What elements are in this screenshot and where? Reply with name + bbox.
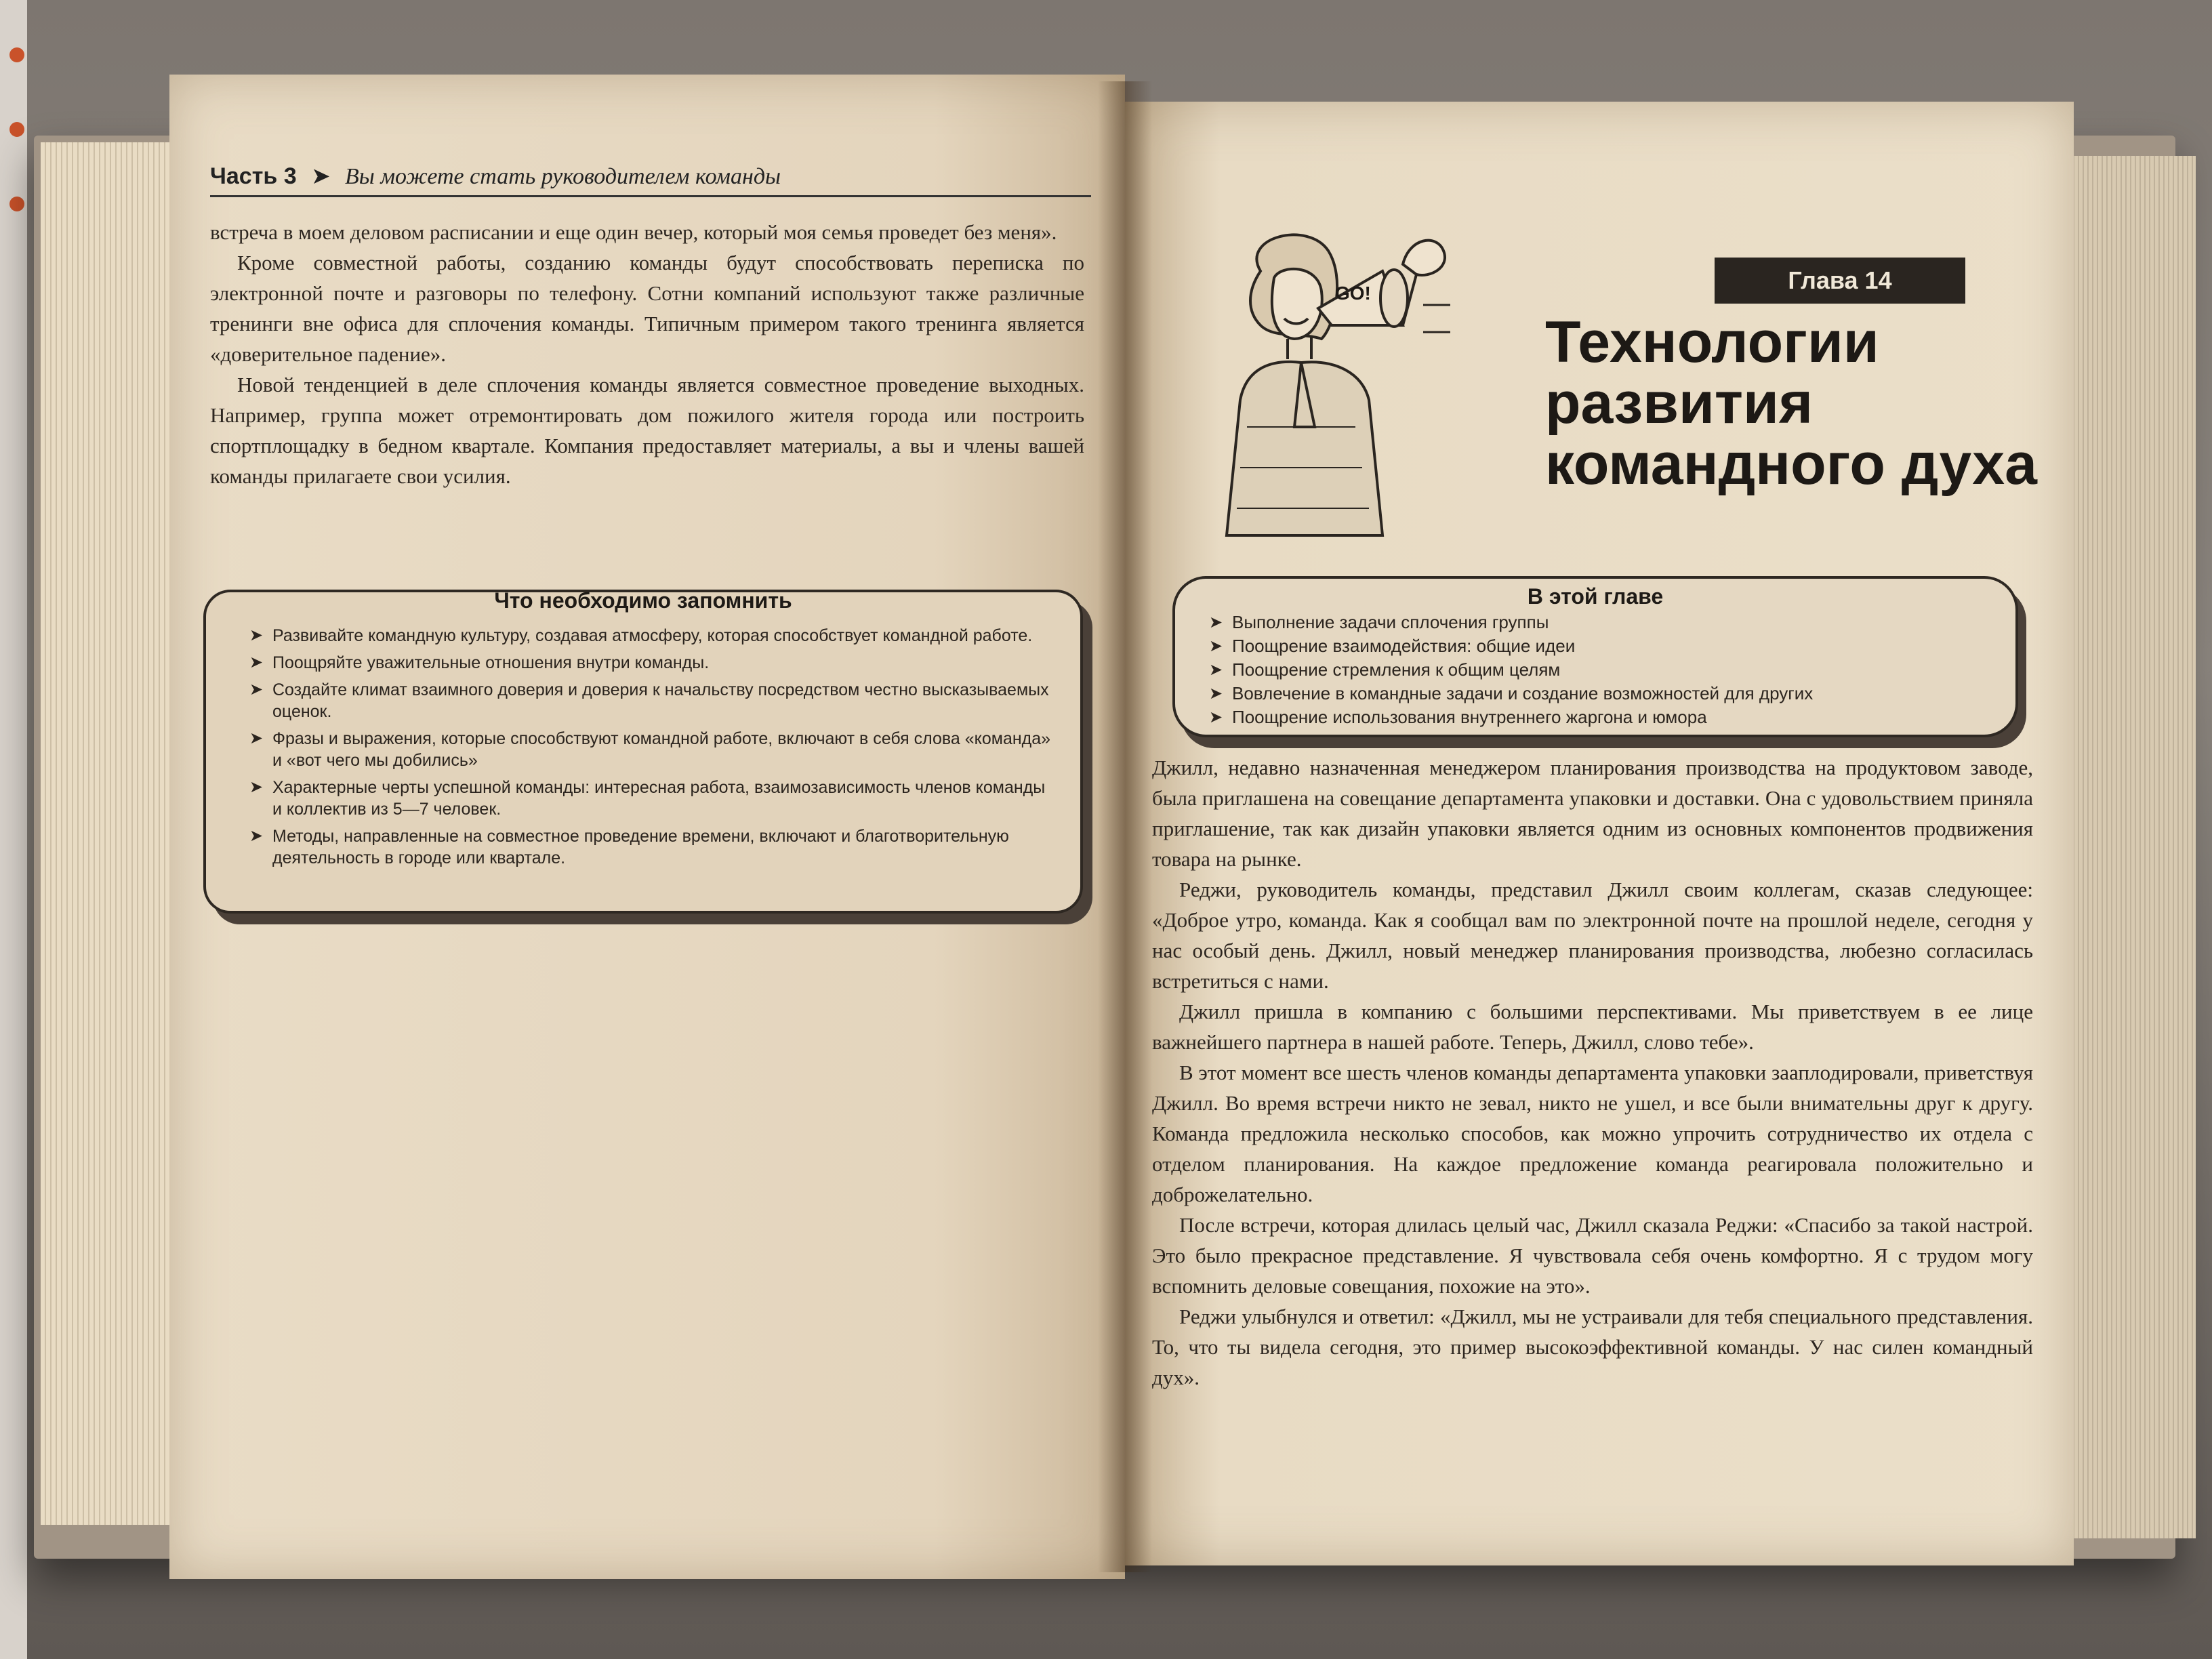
illustration-text: GO! [1335, 283, 1371, 304]
list-item: ➤ Выполнение задачи сплочения группы [1209, 611, 1988, 634]
list-item: ➤ Характерные черты успешной команды: интересная работа, взаимозависимость членов команды и коллектив из 5—7 человек. [253, 777, 1053, 820]
in-this-chapter-title: В этой главе [1527, 584, 1664, 609]
list-item: ➤ Поощрение взаимодействия: общие идеи [1209, 635, 1988, 657]
in-this-chapter-list [1209, 611, 1988, 730]
paragraph: Новой тенденцией в деле сплочения команды является совместное проведение выходных. Например, группа может отремонтировать дом пожилого жителя города или построить спортплощадку в бедном квартале. Компания предоставляет материалы, а вы и члены вашей команды прилагаете свои усилия. [210, 373, 1084, 488]
paragraph: встреча в моем деловом расписании и еще один вечер, который моя семья проведет без меня». [210, 220, 1057, 244]
list-item: ➤ Создайте климат взаимного доверия и доверия к начальству посредством честно высказываемых оценок. [253, 679, 1053, 722]
list-item: ➤ Поощряйте уважительные отношения внутри команды. [253, 652, 1053, 674]
page-stack-right [2060, 156, 2196, 1538]
part-label: Часть 3 [210, 163, 297, 189]
list-item: ➤ Фразы и выражения, которые способствуют командной работе, включают в себя слова «команда» и «вот чего мы добились» [253, 728, 1053, 771]
chapter-number-tab: Глава 14 [1715, 258, 1965, 304]
remember-box [203, 590, 1083, 914]
list-item: ➤ Поощрение стремления к общим целям [1209, 659, 1988, 681]
decor-dot [9, 122, 24, 137]
arrow-icon: ➤ [311, 163, 331, 189]
paragraph: Джилл пришла в компанию с большими перспективами. Мы приветствуем в ее лице важнейшего партнера в нашей работе. Теперь, Джилл, слово тебе». [1152, 1000, 2033, 1054]
paragraph: Реджи улыбнулся и ответил: «Джилл, мы не устраивали для тебя специального представления. То, что ты видела сегодня, это пример высокоэффективной команды. У нас силен командный дух». [1152, 1305, 2033, 1389]
table-surface [0, 0, 27, 1659]
decor-dot [9, 197, 24, 211]
part-title: Вы можете стать руководителем команды [345, 164, 781, 189]
paragraph: После встречи, которая длилась целый час, Джилл сказала Реджи: «Спасибо за такой настрой. Это было прекрасное представление. Я чувствовала себя очень комфортно. Я с трудом могу вспомнить деловые совещания, похожие на это». [1152, 1213, 2033, 1298]
woman-megaphone-illustration [1200, 224, 1484, 542]
book-gutter [1098, 81, 1152, 1572]
chapter-title-line: командного духа [1545, 432, 2037, 497]
paragraph: Реджи, руководитель команды, представил Джилл своим коллегам, сказав следующее: «Доброе утро, команда. Как я сообщал вам по электронной почте на прошлой неделе, сегодня у нас особый день. Джилл, новый менеджер планирования производства, любезно согласилась встретиться с нами. [1152, 878, 2033, 993]
running-head [210, 163, 1091, 197]
list-item: ➤ Развивайте командную культуру, создавая атмосферу, которая способствует командной работе. [253, 625, 1053, 647]
remember-list [253, 625, 1053, 874]
paragraph: В этот момент все шесть членов команды департамента упаковки зааплодировали, приветствуя Джилл. Во время встречи никто не зевал, никто не ушел, и все были внимательны друг к другу. Команда предложила несколько способов, как можно упрочить сотрудничество их отдела с отделом планирования. На каждое предложение команда реагировала положительно и доброжелательно. [1152, 1061, 2033, 1206]
list-item: ➤ Вовлечение в командные задачи и создание возможностей для других [1209, 682, 1988, 705]
remember-box-title: Что необходимо запомнить [494, 588, 792, 613]
list-item: ➤ Методы, направленные на совместное проведение времени, включают и благотворительную деятельность в городе или квартале. [253, 825, 1053, 869]
left-page [169, 75, 1125, 1579]
in-this-chapter-box [1172, 576, 2018, 737]
chapter-title [1545, 312, 2060, 495]
decor-dot [9, 47, 24, 62]
paragraph: Джилл, недавно назначенная менеджером планирования производства на продуктовом заводе, была приглашена на совещание департамента упаковки и доставки. Она с удовольствием приняла приглашение, так как дизайн упаковки является одним из основных компонентов продвижения товара на рынке. [1152, 756, 2033, 871]
left-body-text [210, 217, 1084, 491]
right-page [1125, 102, 2074, 1565]
right-body-text [1152, 752, 2033, 1393]
chapter-title-line: развития [1545, 371, 1814, 436]
chapter-title-line: Технологии [1545, 310, 1879, 375]
list-item: ➤ Поощрение использования внутреннего жаргона и юмора [1209, 706, 1988, 729]
paragraph: Кроме совместной работы, созданию команды будут способствовать переписка по электронной почте и разговоры по телефону. Сотни компаний используют также различные тренинги вне офиса для сплочения команды. Типичным примером такого тренинга является «доверительное падение». [210, 251, 1084, 366]
